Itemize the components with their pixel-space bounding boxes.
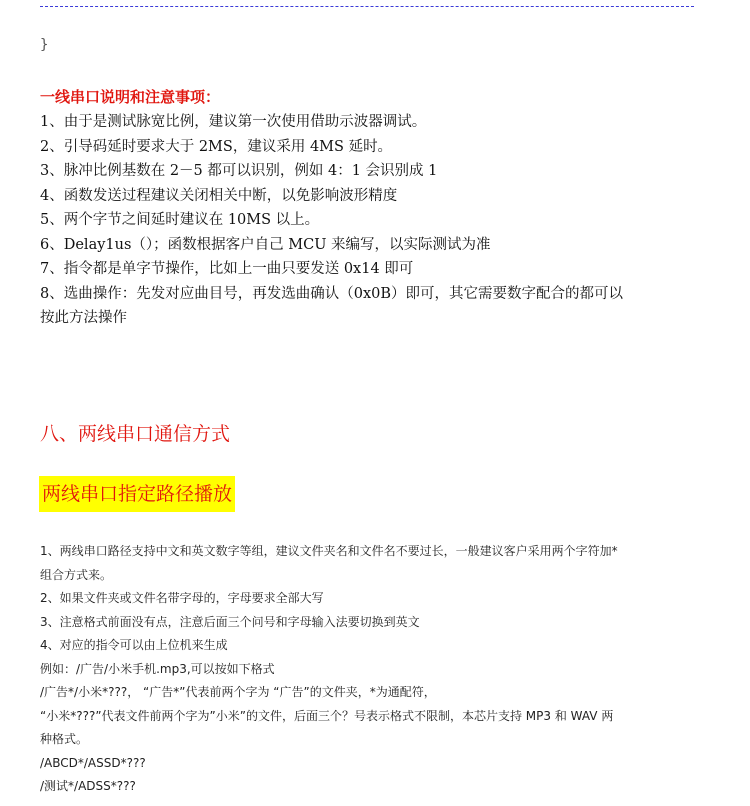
path-example: /ABCD*/ASSD*??? <box>40 755 146 770</box>
body-line: 1、两线串口路径支持中文和英文数字等组，建议文件夹名和文件名不要过长，一般建议客户采用两个字符加* <box>40 544 618 558</box>
body-line: “小米*???”代表文件前两个字为”小米”的文件，后面三个？号表示格式不限制，本芯片支持 MP3 和 WAV 两 <box>40 708 614 723</box>
body-line: 组合方式来。 <box>40 567 113 582</box>
note-item-2: 2、引导码延时要求大于 2MS，建议采用 4MS 延时。 <box>40 138 393 155</box>
body-line: 例如：/广告/小米手机.mp3,可以按如下格式 <box>40 661 275 676</box>
path-example: /测试*/ADSS*??? <box>40 779 136 793</box>
body-line: 3、注意格式前面没有点，注意后面三个问号和字母输入法要切换到英文 <box>40 614 420 629</box>
notes-list <box>40 110 720 331</box>
body-line: 种格式。 <box>40 732 89 746</box>
notes-heading: 一线串口说明和注意事项： <box>40 88 221 106</box>
body-text <box>40 540 710 799</box>
body-line: /广告*/小米*???， “广告*”代表前两个字为 “广告”的文件夹，*为通配符， <box>40 685 436 699</box>
note-item-6: 6、Delay1us（）；函数根据客户自己 MCU 来编写，以实际测试为准 <box>40 236 491 253</box>
top-divider <box>40 6 694 7</box>
note-item-1: 1、由于是测试脉宽比例，建议第一次使用借助示波器调试。 <box>40 114 427 130</box>
body-line: 2、如果文件夹或文件名带字母的，字母要求全部大写 <box>40 591 324 605</box>
note-item-8: 8、选曲操作：先发对应曲目号，再发选曲确认（0x0B）即可，其它需要数字配合的都可以 <box>40 285 624 302</box>
body-line: 4、对应的指令可以由上位机来生成 <box>40 638 228 652</box>
code-closing-brace: } <box>40 37 49 53</box>
note-item-3: 3、脉冲比例基数在 2－5 都可以识别，例如 4：1 会识别成 1 <box>40 163 438 179</box>
note-item-5: 5、两个字节之间延时建议在 10MS 以上。 <box>40 212 320 228</box>
note-item-8-continued: 按此方法操作 <box>40 310 127 326</box>
highlighted-subtitle: 两线串口指定路径播放 <box>39 476 235 512</box>
section-title: 八、两线串口通信方式 <box>40 423 231 445</box>
note-item-4: 4、函数发送过程建议关闭相关中断，以免影响波形精度 <box>40 187 398 204</box>
note-item-7: 7、指令都是单字节操作，比如上一曲只要发送 0x14 即可 <box>40 261 414 277</box>
